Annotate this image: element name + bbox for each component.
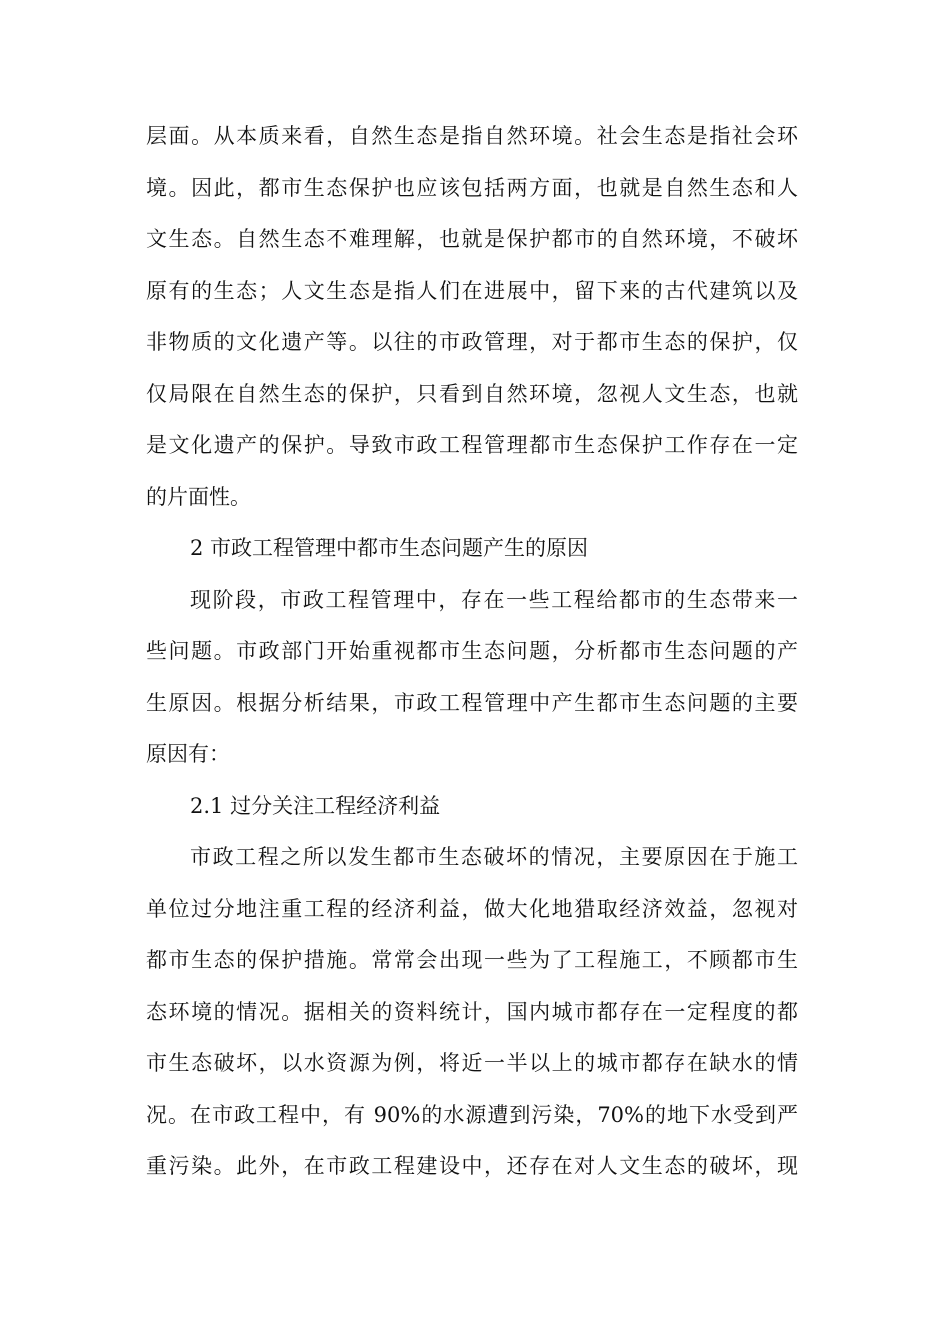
text-line-10: 现阶段，市政工程管理中，存在一些工程给都市的生态带来一 xyxy=(190,587,798,612)
text-line-20: 况。在市政工程中，有 90%的水源遭到污染，70%的地下水受到严 xyxy=(146,1102,798,1127)
text-line-1: 层面。从本质来看，自然生态是指自然环境。社会生态是指社会环 xyxy=(146,124,798,148)
text-line-5: 非物质的文化遗产等。以往的市政管理，对于都市生态的保护，仅 xyxy=(146,330,798,354)
text-line-8: 的片面性。 xyxy=(146,484,251,509)
section-heading-2: 2 市政工程管理中都市生态问题产生的原因 xyxy=(190,536,589,560)
text-line-21: 重污染。此外，在市政工程建设中，还存在对人文生态的破坏，现 xyxy=(146,1154,798,1178)
text-line-17: 都市生态的保护措施。常常会出现一些为了工程施工，不顾都市生 xyxy=(146,948,798,972)
text-line-19: 市生态破坏，以水资源为例，将近一半以上的城市都存在缺水的情 xyxy=(146,1051,798,1075)
text-line-11: 些问题。市政部门开始重视都市生态问题，分析都市生态问题的产 xyxy=(146,639,798,663)
text-line-16: 单位过分地注重工程的经济利益，做大化地猎取经济效益，忽视对 xyxy=(146,896,798,921)
text-line-3: 文生态。自然生态不难理解，也就是保护都市的自然环境，不破坏 xyxy=(146,227,798,251)
text-line-6: 仅局限在自然生态的保护，只看到自然环境，忽视人文生态，也就 xyxy=(146,381,798,406)
text-line-2: 境。因此，都市生态保护也应该包括两方面，也就是自然生态和人 xyxy=(146,175,798,200)
text-line-15: 市政工程之所以发生都市生态破坏的情况，主要原因在于施工 xyxy=(190,845,798,869)
text-line-12: 生原因。根据分析结果，市政工程管理中产生都市生态问题的主要 xyxy=(146,690,798,715)
text-line-13: 原因有： xyxy=(146,742,230,766)
section-heading-2-1: 2.1 过分关注工程经济利益 xyxy=(190,793,441,818)
text-line-7: 是文化遗产的保护。导致市政工程管理都市生态保护工作存在一定 xyxy=(146,433,798,457)
document-body xyxy=(146,111,798,1193)
text-line-4: 原有的生态；人文生态是指人们在进展中，留下来的古代建筑以及 xyxy=(146,278,798,303)
text-line-18: 态环境的情况。据相关的资料统计，国内城市都存在一定程度的都 xyxy=(146,999,798,1024)
